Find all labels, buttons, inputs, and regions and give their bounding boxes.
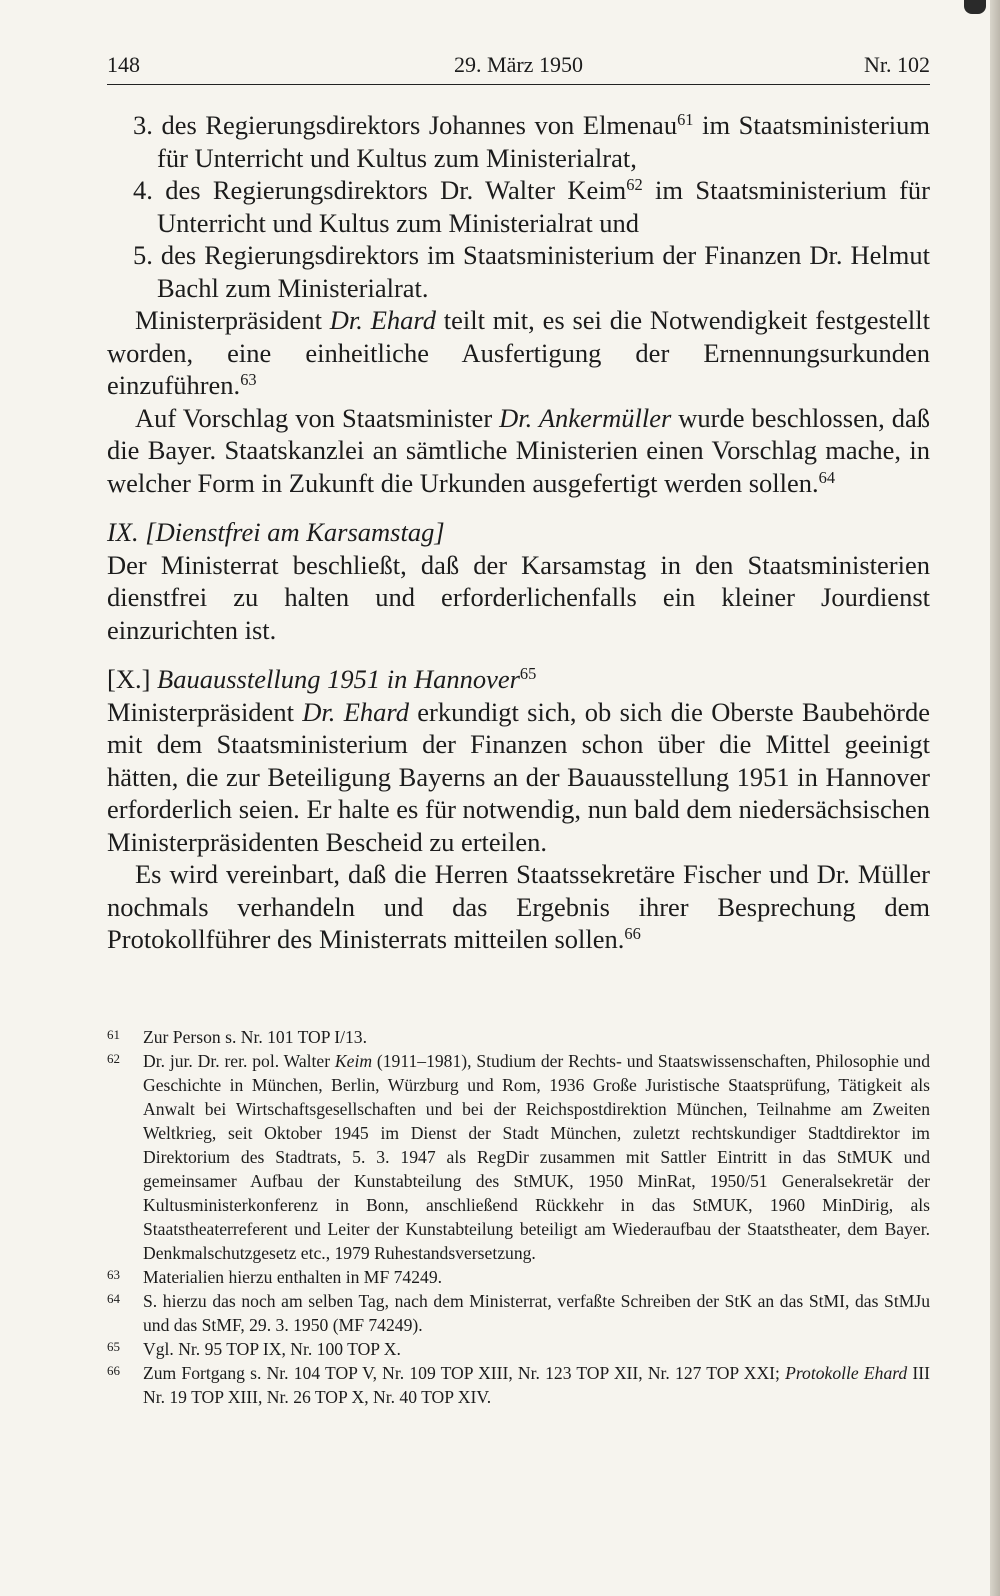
- footnote-ref: 65: [519, 663, 537, 683]
- list-number: 5.: [133, 240, 153, 270]
- footnote-61: [107, 1025, 930, 1049]
- footnote-ref: 63: [240, 369, 257, 389]
- list-number: 3.: [133, 110, 153, 140]
- text-run: (1911–1981), Studium der Rechts- und Staatswissenschaften, Philosophie und Geschichte in München, Berlin, Würzburg und Rom, 1936 Große Juristische Staatsprüfung, Tätigkeit als Anwalt bei Wirtschaftsgesellschaften und bei der Reichspostdirektion München, Teilnahme am Zweiten Weltkrieg, seit Oktober 1945 im Dienst der Stadt München, zuletzt rechtskundiger Stadtdirektor im Direktorium des Stadtrats, 5. 3. 1947 als RegDir zusammen mit Sattler Eintritt in das StMUK und gemeinsamer Aufbau der Kunstabteilung des StMUK, 1950 MinRat, 1950/51 Generalsekretär der Kultusministerkonferenz in Bonn, anschließend Rückkehr in das StMUK, 1960 MinDirig, als Staatstheaterreferent und Leiter der Kunstabteilung beteiligt am Wiederaufbau der Staatstheater, dem Bayer. Denkmalschutzgesetz etc., 1979 Ruhestandsversetzung.: [143, 1051, 930, 1263]
- list-item-4: [107, 174, 930, 239]
- footnote-text: Vgl. Nr. 95 TOP IX, Nr. 100 TOP X.: [143, 1339, 401, 1359]
- footnote-number: 66: [107, 1363, 120, 1378]
- person-name: Dr. Ehard: [329, 305, 436, 335]
- footnote-65: [107, 1337, 930, 1361]
- header-issue: Nr. 102: [864, 52, 930, 77]
- text-run: Es wird vereinbart, daß die Herren Staatssekretäre Fischer und Dr. Müller nochmals verhandeln und das Ergebnis ihrer Besprechung dem Protokollführer des Ministerrats mitteilen sollen.: [107, 859, 930, 954]
- footnote-text: S. hierzu das noch am selben Tag, nach dem Ministerrat, verfaßte Schreiben der StK an das StMI, das StMJu und das StMF, 29. 3. 1950 (MF 74249).: [143, 1291, 930, 1335]
- footnote-63: [107, 1265, 930, 1289]
- list-item-5: [107, 239, 930, 304]
- person-name: Dr. Ehard: [302, 696, 409, 727]
- list-text: im Staatsministerium für Unterricht und Kultus zum Ministerialrat,: [157, 110, 931, 173]
- footnote-text: Materialien hierzu enthalten in MF 74249.: [143, 1267, 443, 1287]
- footnote-text: [143, 1361, 930, 1409]
- text-run: Ministerpräsident: [107, 696, 303, 727]
- paragraph: [107, 402, 930, 500]
- footnote-ref: 61: [677, 109, 694, 129]
- person-name: Keim: [334, 1051, 373, 1071]
- page-number: 148: [107, 52, 140, 77]
- paragraph: Der Ministerrat beschließt, daß der Karsamstag in den Staatsministerien dienstfrei zu halten und erforderlichenfalls ein kleiner Jourdienst einzurichten ist.: [107, 549, 930, 645]
- list-text: des Regierungsdirektors Dr. Walter Keim: [165, 175, 627, 205]
- text-run: Zum Fortgang s. Nr. 104 TOP V, Nr. 109 TOP XIII, Nr. 123 TOP XII, Nr. 127 TOP XXI;: [143, 1363, 786, 1383]
- footnotes: [107, 1025, 930, 1409]
- section-heading: IX. [Dienstfrei am Karsamstag]: [107, 517, 445, 547]
- text-run: erkundigt sich, ob sich die Oberste Baubehörde mit dem Staatsministerium der Finanzen schon über die Mittel geeinigt hätten, die zur Beteiligung Bayerns an der Bauausstellung 1951 in Hannover erforderlich seien. Er halte es für notwendig, nun bald dem niedersächsischen Ministerpräsidenten Bescheid zu erteilen.: [107, 696, 931, 857]
- paragraph: [107, 696, 930, 859]
- footnote-ref: 64: [818, 467, 836, 487]
- text-run: III Nr. 19 TOP XIII, Nr. 26 TOP X, Nr. 40 TOP XIV.: [143, 1363, 930, 1407]
- main-text: [107, 109, 930, 956]
- running-header: [107, 52, 930, 85]
- footnote-number: 62: [107, 1051, 120, 1066]
- list-number: 4.: [133, 175, 153, 205]
- page-edge: [990, 0, 1000, 1596]
- footnote-ref: 62: [626, 174, 643, 194]
- footnote-text: [143, 1049, 930, 1265]
- list-text: des Regierungsdirektors im Staatsministerium der Finanzen Dr. Helmut Bachl zum Ministerialrat.: [157, 240, 930, 303]
- paragraph: [107, 304, 930, 402]
- paragraph: [107, 858, 930, 956]
- footnote-number: 64: [107, 1291, 120, 1306]
- footnote-ref: 66: [624, 923, 641, 943]
- person-name: Dr. Ankermüller: [499, 402, 672, 433]
- list-item-3: [107, 109, 930, 174]
- text-run: wurde beschlossen, daß die Bayer. Staatskanzlei an sämtliche Ministerien einen Vorschlag mache, in welcher Form in Zukunft die Urkunden ausgefertigt werden sollen.: [107, 402, 930, 498]
- section-heading: [107, 663, 930, 696]
- footnote-64: [107, 1289, 930, 1337]
- list-text: im Staatsministerium für Unterricht und Kultus zum Ministerialrat und: [157, 175, 930, 238]
- footnote-text: Zur Person s. Nr. 101 TOP I/13.: [143, 1027, 368, 1047]
- header-date: 29. März 1950: [454, 52, 583, 77]
- cited-work: Protokolle Ehard: [785, 1363, 908, 1383]
- text-run: teilt mit, es sei die Notwendigkeit festgestellt worden, eine einheitliche Ausfertigung der Ernennungsurkunden einzuführen.: [107, 305, 931, 400]
- text-run: Dr. jur. Dr. rer. pol. Walter: [143, 1051, 335, 1071]
- footnote-62: [107, 1049, 930, 1265]
- list-text: des Regierungsdirektors Johannes von Elmenau: [161, 110, 678, 140]
- footnote-number: 61: [107, 1027, 120, 1042]
- footnote-number: 63: [107, 1267, 120, 1282]
- footnote-number: 65: [107, 1339, 120, 1354]
- footnote-66: [107, 1361, 930, 1409]
- binding-corner: [964, 0, 986, 14]
- text-run: Ministerpräsident: [135, 305, 330, 335]
- text-run: Auf Vorschlag von Staatsminister: [135, 402, 500, 433]
- section-number: [X.]: [107, 664, 151, 694]
- section-title: Bauausstellung 1951 in Hannover: [150, 664, 520, 694]
